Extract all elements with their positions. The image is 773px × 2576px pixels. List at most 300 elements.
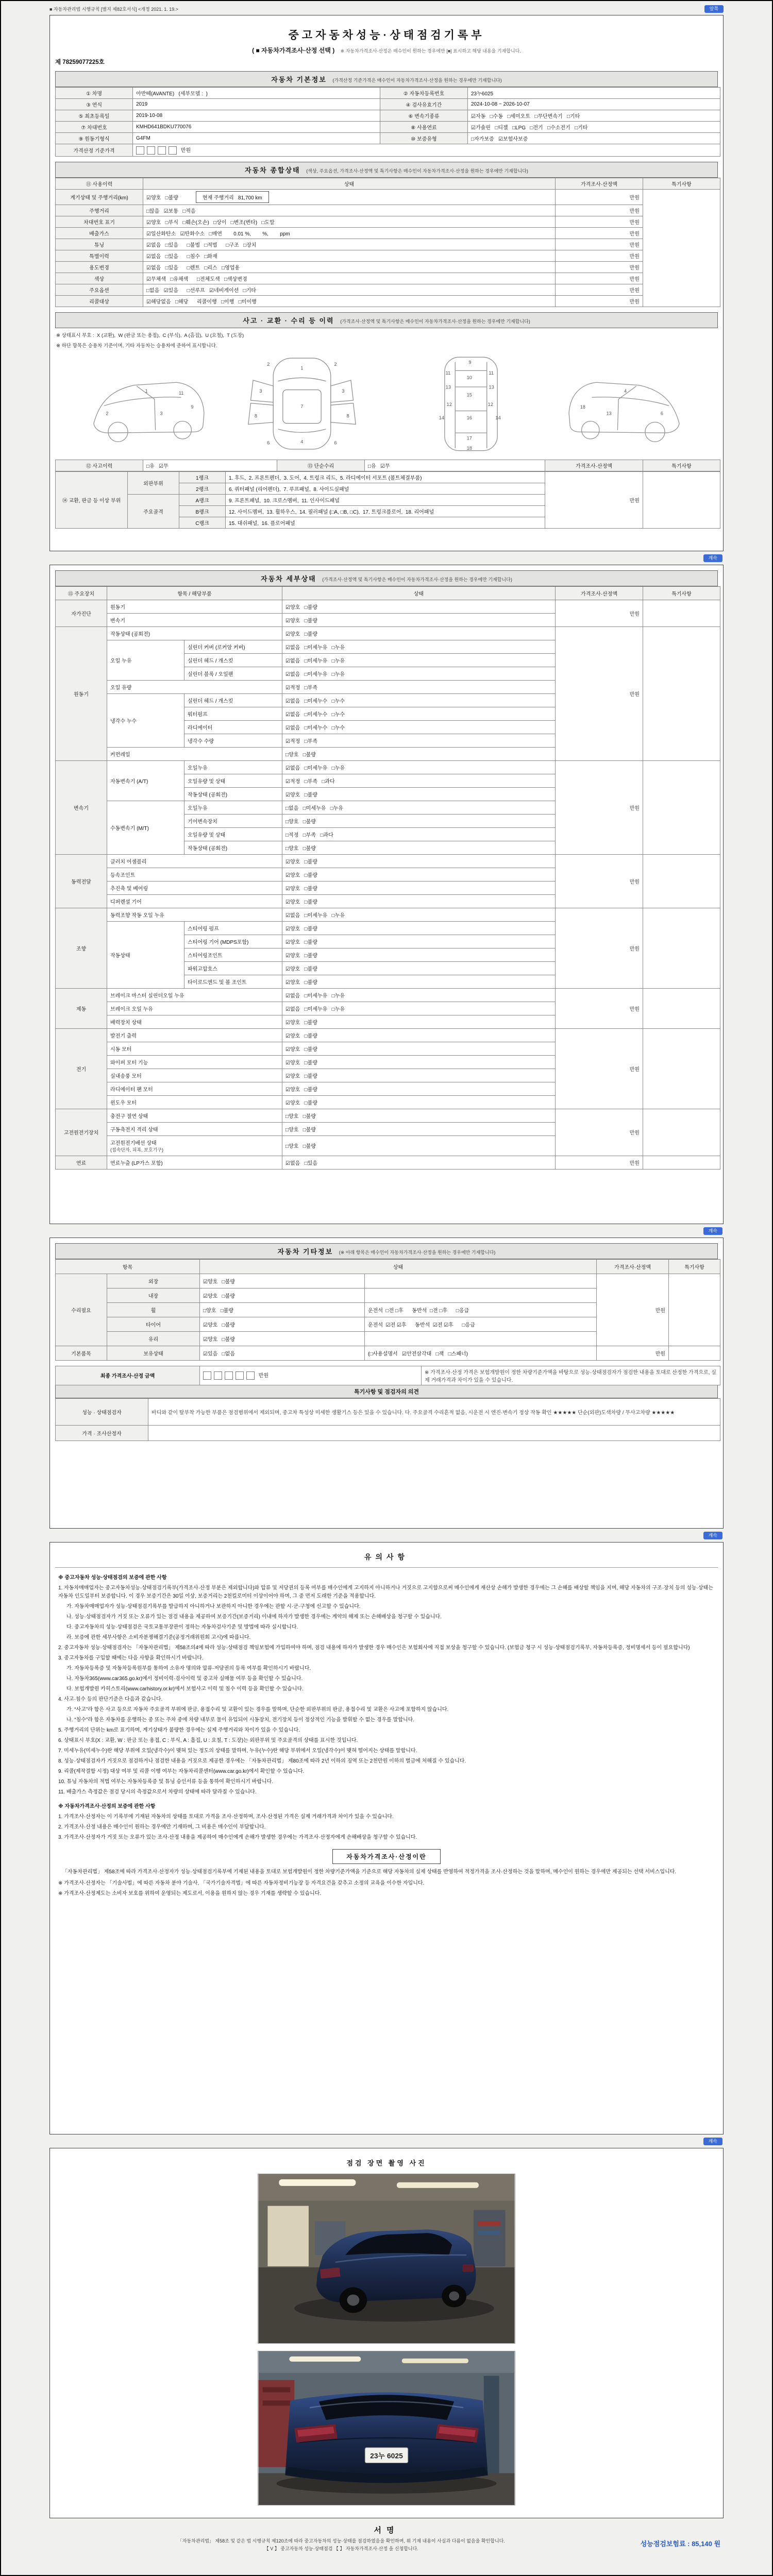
etc-state: ☑있음 □없음 bbox=[200, 1346, 365, 1360]
overall-note bbox=[643, 190, 720, 307]
price-unit: 만원 bbox=[180, 147, 191, 154]
detail-group: 고전원전기장치 bbox=[56, 1109, 107, 1156]
overall-label: 튜닝 bbox=[56, 239, 143, 250]
svg-text:12: 12 bbox=[488, 401, 493, 407]
section-signature bbox=[52, 2522, 721, 2555]
svg-text:2: 2 bbox=[106, 411, 109, 416]
detail-item-subline: (접속단자, 피복, 보호기구) bbox=[110, 1147, 163, 1153]
etc-state: ☑양호 □불량 bbox=[200, 1331, 365, 1346]
etc-item: 유리 bbox=[107, 1331, 200, 1346]
detail-state: ☑없음 □미세누유 □누유 bbox=[282, 640, 556, 653]
appraisal-definition-title: 자동차가격조사·산정이란 bbox=[332, 1849, 441, 1864]
digit-box bbox=[214, 1371, 222, 1380]
overall-label: 계기상태 및 주행거리(km) bbox=[56, 190, 143, 205]
basic-value: ☑가솔린 □디젤 □LPG □전기 □수소전기 □기타 bbox=[468, 121, 720, 132]
notice-line: 5. 주행거리의 단위는 km로 표기하며, 계기상태가 불량한 경우에는 실제 주행거리와 차이가 있을 수 있습니다. bbox=[58, 1727, 300, 1733]
photos-title: 점검 장면 촬영 사진 bbox=[346, 2159, 427, 2167]
appraisal-definition-box-wrap bbox=[55, 1849, 718, 1864]
rank-label: 1랭크 bbox=[179, 472, 226, 483]
rank-label: B랭크 bbox=[179, 506, 226, 517]
detail-state: ☑없음 □미세누유 □누유 bbox=[282, 653, 556, 667]
digit-box bbox=[158, 146, 166, 155]
basic-value: 2019 bbox=[133, 98, 380, 110]
overall-price: 만원 bbox=[556, 296, 643, 307]
overall-label: 용도변경 bbox=[56, 262, 143, 273]
detail-note bbox=[643, 1156, 720, 1169]
detail-subitem: 실린더 헤드 / 개스킷 bbox=[184, 693, 282, 707]
basic-label: ⑨ 원동기형식 bbox=[56, 132, 133, 144]
etc-band bbox=[55, 1243, 718, 1259]
rank-label: 2랭크 bbox=[179, 483, 226, 495]
notice-line: 라. 보증에 관한 세부사항은 소비자분쟁해결기준(공정거래위원회 고시)에 따릅니다. bbox=[66, 1634, 251, 1640]
rank-label: C랭크 bbox=[179, 517, 226, 529]
detail-subitem: 기어변속장치 bbox=[184, 814, 282, 827]
continue-badge[interactable]: 계속 bbox=[703, 2138, 722, 2145]
overall-price: 만원 bbox=[556, 284, 643, 296]
top-bar bbox=[49, 5, 724, 13]
basic-value: 아반떼(AVANTE) (세부모델 : ) bbox=[133, 87, 380, 98]
accident-caption: (가격조사·산정액 및 특기사항은 매수인이 자동차가격조사·산정을 원하는 경우에만 기재합니다) bbox=[340, 319, 530, 325]
detail-state: ☑적정 □부족 bbox=[282, 680, 556, 693]
detail-state: ☑적정 □부족 bbox=[282, 734, 556, 747]
detail-state: ☑양호 □불량 bbox=[282, 1028, 556, 1042]
overall-price: 만원 bbox=[556, 273, 643, 284]
rank-items: 9. 프론트패널, 10. 크로스멤버, 11. 인사이드패널 bbox=[226, 495, 545, 506]
detail-state: ☑양호 □불량 bbox=[282, 1095, 556, 1109]
page-corner-badge[interactable]: 앞쪽 bbox=[704, 5, 724, 13]
detail-item: 충전구 절연 상태 bbox=[107, 1109, 282, 1122]
notice-line: 나. “침수”라 함은 자동차를 운행하는 중 또는 주차 중에 차량 내부로 물이 유입되어 시동장치, 전기장치 등이 정상적인 기능을 발휘할 수 없는 경우를 말합니다. bbox=[66, 1717, 415, 1723]
notice-line: 가. 자동차매매업자가 성능·상태점검기록부를 발급하지 아니하거나 보관하지 아니한 경우에는 관할 시·군·구청에 신고할 수 있습니다. bbox=[66, 1603, 361, 1609]
etc-item: 보유상태 bbox=[107, 1346, 200, 1360]
svg-text:2: 2 bbox=[334, 361, 337, 367]
detail-state: ☑양호 □불량 bbox=[282, 854, 556, 868]
overall-label: 리콜대상 bbox=[56, 296, 143, 307]
detail-item: 와이퍼 모터 기능 bbox=[107, 1055, 282, 1069]
rank-items: 15. 대쉬패널, 16. 플로어패널 bbox=[226, 517, 545, 529]
detail-item: 클러치 어셈블리 bbox=[107, 854, 282, 868]
etc-state: ☑양호 □불량 bbox=[200, 1274, 365, 1288]
detail-state: ☑없음 □미세누수 □누수 bbox=[282, 720, 556, 734]
detail-item: 동력조향 작동 오일 누유 bbox=[107, 908, 282, 921]
accident-history-label: ⑫ 사고이력 bbox=[56, 460, 143, 471]
svg-text:3: 3 bbox=[342, 388, 345, 394]
detail-group: 제동 bbox=[56, 988, 107, 1028]
overall-head: 가격조사·산정액 bbox=[556, 178, 643, 190]
accident-title: 사고 · 교환 · 수리 등 이력 bbox=[243, 317, 334, 325]
final-price-unit: 만원 bbox=[258, 1373, 269, 1379]
overall-state: ☑양호 □부식 □훼손(오손) □상이 □변조(변타) □도말 bbox=[143, 216, 556, 228]
notice-line: 3. 중고자동차를 구입할 때에는 다음 사항을 확인하시기 바랍니다. bbox=[58, 1655, 204, 1661]
detail-state: ☑적정 □부족 □과다 bbox=[282, 774, 556, 787]
svg-text:16: 16 bbox=[466, 415, 472, 420]
detail-subitem: 냉각수 수량 bbox=[184, 734, 282, 747]
svg-text:13: 13 bbox=[606, 411, 612, 416]
detail-head: 가격조사·산정액 bbox=[556, 586, 643, 600]
digit-box bbox=[236, 1371, 244, 1380]
detail-item: 실내송풍 모터 bbox=[107, 1069, 282, 1082]
detail-group: 동력전달 bbox=[56, 854, 107, 908]
notice-line: ※ 가격조사·산정자는 「기술사법」에 따른 자동차 분야 기술사, 「국가기술자격법」에 따른 자동차정비기능장 등 자격요건을 갖추고 소정의 교육을 이수한 자입니다. bbox=[58, 1880, 425, 1886]
accident-history-table bbox=[55, 460, 720, 471]
signature-row bbox=[53, 2537, 720, 2553]
overall-label: 배출가스 bbox=[56, 228, 143, 239]
detail-price: 만원 bbox=[556, 626, 643, 760]
svg-text:6: 6 bbox=[267, 440, 270, 446]
basic-label: ⑩ 보증유형 bbox=[380, 132, 468, 144]
basic-label: ⑤ 최초등록일 bbox=[56, 110, 133, 121]
detail-note bbox=[643, 1109, 720, 1156]
detail-state: ☑없음 □미세누유 □누유 bbox=[282, 760, 556, 774]
detail-state: □양호 □불량 bbox=[282, 747, 556, 760]
overall-table bbox=[55, 178, 720, 307]
svg-text:1: 1 bbox=[300, 365, 304, 371]
final-price-value bbox=[200, 1366, 422, 1385]
price-select-note: ※ 자동차가격조사·산정은 매수인이 원하는 경우에만 [■] 표시하고 해당 내용을 기재합니다. bbox=[340, 48, 521, 54]
notice-line: 「자동차관리법」 제58조에 따라 가격조사·산정자가 성능·상태점검기록부에 기재된 내용을 토대로 보험개발원이 정한 차량기준가액을 기준으로 해당 자동차의 실제 상태를 반영하여 적정가격을 조사·산정하는 것을 말하며, 매수인이 원하는 경우에만 제공되는 선택 서비스입니다. bbox=[62, 1869, 677, 1875]
detail-subitem: 스티어링 펌프 bbox=[184, 921, 282, 935]
overall-label: 특별이력 bbox=[56, 250, 143, 262]
etc-caption: (※ 아래 항목은 매수인이 자동차가격조사·산정을 원하는 경우에만 기재합니다) bbox=[339, 1249, 496, 1255]
detail-group: 연료 bbox=[56, 1156, 107, 1169]
detail-group: 자가진단 bbox=[56, 600, 107, 626]
car-diagram-rear-iso bbox=[560, 353, 689, 454]
etc-position bbox=[365, 1274, 597, 1288]
price-select-line bbox=[55, 46, 718, 55]
overall-state: ☑일산화탄소 ☑탄화수소 □매연 0.01 %, %, ppm bbox=[143, 228, 556, 239]
etc-item: 외장 bbox=[107, 1274, 200, 1288]
detail-item: 윈도우 모터 bbox=[107, 1095, 282, 1109]
accident-band bbox=[55, 312, 718, 328]
detail-price: 만원 bbox=[556, 600, 643, 626]
detail-item: 브레이크 오일 누유 bbox=[107, 1002, 282, 1015]
detail-item: 등속조인트 bbox=[107, 868, 282, 881]
basic-info-title: 자동차 기본정보 bbox=[271, 75, 327, 83]
overall-title: 자동차 종합상태 bbox=[245, 166, 300, 175]
detail-group: 변속기 bbox=[56, 760, 107, 854]
notice-line: 가. 자동차등록증 및 자동차등록원부를 통하여 소유자 명의와 압류·저당권의 등록 여부를 확인하시기 바랍니다. bbox=[66, 1665, 311, 1671]
svg-text:13: 13 bbox=[489, 384, 494, 390]
svg-text:18: 18 bbox=[466, 445, 472, 451]
inspector-opinion-label: 성능 · 상태점검자 bbox=[56, 1398, 148, 1425]
overall-head: 특기사항 bbox=[643, 178, 720, 190]
detail-state: ☑없음 □미세누수 □누수 bbox=[282, 693, 556, 707]
section-photos bbox=[49, 2148, 724, 2518]
overall-band bbox=[55, 162, 718, 178]
opinion-band: 특기사항 및 점검자의 의견 bbox=[55, 1385, 718, 1398]
svg-text:6: 6 bbox=[334, 440, 337, 446]
notice-line: 6. 상태표시 부호(X : 교환, W : 판금 또는 용접, C : 부식, A : 흠집, U : 요철, T : 도장)는 외판부위 및 주요골격의 상태를 표시한 것입니다. bbox=[58, 1737, 358, 1743]
detail-note bbox=[643, 854, 720, 908]
overall-state: □없음 ☑있음 □선루프 ☑네비게이션 □기타 bbox=[143, 284, 556, 296]
accident-price-head: 가격조사·산정액 bbox=[545, 460, 643, 471]
basic-info-table bbox=[55, 87, 720, 157]
detail-item: 수동변속기 (M/T) bbox=[107, 801, 184, 854]
mileage-box: 현재 주행거리 81,700 km bbox=[196, 191, 269, 203]
digit-box bbox=[203, 1371, 211, 1380]
detail-state: ☑양호 □불량 bbox=[282, 881, 556, 894]
signature-statement-1: 「자동차관리법」 제58조 및 같은 법 시행규칙 제120조에 따라 중고자동차의 성능·상태를 점검하였음을 확인하며, 위 기재 내용이 사실과 다름이 없음을 확인합니다. bbox=[177, 2538, 505, 2544]
base-price-label: 가격산정 기준가격 bbox=[56, 144, 133, 156]
appraiser-opinion-label: 가격 · 조사산정자 bbox=[56, 1425, 148, 1440]
basic-label: ③ 연식 bbox=[56, 98, 133, 110]
detail-state: □양호 □불량 bbox=[282, 1109, 556, 1122]
detail-subitem: 실린더 블록 / 오일팬 bbox=[184, 667, 282, 680]
svg-text:3: 3 bbox=[259, 388, 262, 394]
simple-repair-state: □유 ☑무 bbox=[365, 460, 545, 471]
detail-item: 배력장치 상태 bbox=[107, 1015, 282, 1028]
etc-group: 기본품목 bbox=[56, 1346, 107, 1360]
signature-statement-2: 【 V 】 중고자동차 성능·상태점검 【 】 자동차가격조사·산정 을 신청합니다. bbox=[264, 2546, 418, 2552]
svg-text:14: 14 bbox=[439, 415, 445, 420]
svg-text:2: 2 bbox=[267, 361, 270, 367]
etc-position: (□사용설명서 ☑안전삼각대 □잭 □스패너) bbox=[365, 1346, 597, 1360]
digit-box bbox=[136, 146, 144, 155]
simple-repair-label: ⑬ 단순수리 bbox=[277, 460, 365, 471]
detail-item: 냉각수 누수 bbox=[107, 693, 184, 747]
detail-note bbox=[643, 908, 720, 988]
detail-price: 만원 bbox=[556, 1028, 643, 1109]
detail-note bbox=[643, 988, 720, 1028]
detail-item: 추진축 및 베어링 bbox=[107, 881, 282, 894]
notice-line: 2. 가격조사·산정 내용은 매수인이 원하는 경우에만 기재하며, 그 비용은 매수인이 부담합니다. bbox=[58, 1824, 266, 1830]
svg-text:8: 8 bbox=[346, 413, 349, 419]
etc-state: □양호 □불량 bbox=[200, 1302, 365, 1317]
detail-subitem: 오일누유 bbox=[184, 760, 282, 774]
detail-state: □양호 □불량 bbox=[282, 814, 556, 827]
basic-label: ② 자동차등록번호 bbox=[380, 87, 468, 98]
etc-title: 자동차 기타정보 bbox=[277, 1247, 333, 1256]
overall-state: □많음 ☑보통 □적음 bbox=[143, 205, 556, 216]
detail-state: ☑없음 □미세누유 □누유 bbox=[282, 988, 556, 1002]
status-code-legend: ※ 상태표시 부호 : X (교환), W (판금 또는 용접), C (부식), A (흠집), U (요철), T (도장) bbox=[56, 333, 244, 339]
detail-subitem: 오일누유 bbox=[184, 801, 282, 814]
etc-head: 특기사항 bbox=[669, 1259, 720, 1274]
overall-state: ☑무채색 □유채색 □전체도색 □색상변경 bbox=[143, 273, 556, 284]
detail-group: 원동기 bbox=[56, 626, 107, 760]
etc-item: 타이어 bbox=[107, 1317, 200, 1331]
detail-note bbox=[643, 1028, 720, 1109]
etc-position: 운전석 □전 □후 동반석 □전 □후 □응급 bbox=[365, 1302, 597, 1317]
detail-table bbox=[55, 586, 720, 1170]
notice-line: ※ 중고자동차 성능·상태점검의 보증에 관한 사항 bbox=[58, 1574, 167, 1581]
notice-line: ※ 자동차가격조사·산정의 보증에 관한 사항 bbox=[58, 1803, 156, 1809]
svg-text:17: 17 bbox=[466, 435, 472, 440]
overall-head: ⑪ 사용이력 bbox=[56, 178, 143, 190]
notice-line: 가. “사고”라 함은 사고 등으로 자동차 주요골격 부위에 판금, 용접수리 및 교환이 있는 경우를 말하며, 단순한 외판부위의 판금, 용접수리 및 교환은 사고에 포함하지 않습니다. bbox=[66, 1706, 449, 1713]
rank-items: 1. 후드, 2. 프론트펜더, 3. 도어, 4. 트렁크 리드, 5. 라디에이터 서포트 (볼트체결부품) bbox=[226, 472, 545, 483]
svg-text:11: 11 bbox=[445, 370, 451, 376]
panel-rank-table bbox=[55, 471, 720, 529]
detail-head: 항목 / 해당부품 bbox=[107, 586, 282, 600]
overall-head: 상태 bbox=[143, 178, 556, 190]
detail-state: ☑양호 □불량 bbox=[282, 894, 556, 908]
basic-value: G4FM bbox=[133, 132, 380, 144]
rank-items: 12. 사이드멤버, 13. 휠하우스, 14. 필러패널 (□A, □B, □C), 17. 트렁크플로어, 18. 리어패널 bbox=[226, 506, 545, 517]
form-reference-note: ■ 자동차관리법 시행규칙 [별지 제82호서식] <개정 2021. 1. 19.> bbox=[49, 6, 178, 12]
detail-state: □양호 □불량 bbox=[282, 841, 556, 854]
signature-statements bbox=[53, 2537, 630, 2553]
insurance-fee: 성능점검보험료 : 85,140 원 bbox=[640, 2539, 720, 2548]
detail-state: ☑없음 □미세누수 □누수 bbox=[282, 707, 556, 720]
etc-position: 운전석 ☑전 ☑후 동반석 ☑전 ☑후 □응급 bbox=[365, 1317, 597, 1331]
detail-state: □양호 □불량 bbox=[282, 1122, 556, 1136]
signature-title: 서명 bbox=[374, 2526, 399, 2535]
etc-head: 가격조사·산정액 bbox=[597, 1259, 669, 1274]
detail-item: 시동 모터 bbox=[107, 1042, 282, 1055]
detail-price: 만원 bbox=[556, 1156, 643, 1169]
detail-item: 라디에이터 팬 모터 bbox=[107, 1082, 282, 1095]
continue-badge[interactable]: 계속 bbox=[703, 1227, 722, 1235]
detail-state: ☑양호 □불량 bbox=[282, 626, 556, 640]
detail-note bbox=[643, 626, 720, 760]
accident-note bbox=[643, 472, 720, 529]
overall-price: 만원 bbox=[556, 250, 643, 262]
detail-band bbox=[55, 570, 718, 586]
overall-label: 차대번호 표기 bbox=[56, 216, 143, 228]
detail-item: 커먼레일 bbox=[107, 747, 282, 760]
opinion-table bbox=[55, 1398, 720, 1441]
detail-item: 변속기 bbox=[107, 613, 282, 626]
overall-price: 만원 bbox=[556, 228, 643, 239]
overall-state: ☑없음 □있음 □불법 □적법 □구조 □장치 bbox=[143, 239, 556, 250]
svg-text:14: 14 bbox=[495, 415, 501, 420]
overall-price: 만원 bbox=[556, 205, 643, 216]
base-price-value bbox=[133, 144, 720, 156]
svg-text:11: 11 bbox=[178, 390, 184, 396]
car-diagram-top-view bbox=[222, 352, 382, 455]
etc-note bbox=[669, 1274, 720, 1346]
continue-badge[interactable]: 계속 bbox=[703, 1532, 722, 1539]
detail-state: ☑없음 □미세누유 □누유 bbox=[282, 667, 556, 680]
etc-position bbox=[365, 1288, 597, 1302]
main-frame-label: 주요골격 bbox=[128, 495, 179, 529]
detail-subitem: 작동상태 (공회전) bbox=[184, 787, 282, 801]
car-diagram-underbody-view bbox=[391, 352, 551, 455]
detail-state: ☑양호 □불량 bbox=[282, 935, 556, 948]
detail-subitem: 라디에이터 bbox=[184, 720, 282, 734]
detail-state: ☑없음 □미세누유 □누유 bbox=[282, 908, 556, 921]
detail-state: ☑양호 □불량 bbox=[282, 787, 556, 801]
inspection-photo-rear-close bbox=[258, 2351, 515, 2505]
overall-state: ☑해당없음 □해당 리콜이행 □이행 □미이행 bbox=[143, 296, 556, 307]
notice-line: 1. 가격조사·산정자는 이 기록부에 기재된 자동차의 상태를 토대로 가격을 조사·산정하며, 조사·산정된 가격은 실제 거래가격과 차이가 있을 수 있습니다. bbox=[58, 1814, 394, 1820]
basic-label: ④ 검사유효기간 bbox=[380, 98, 468, 110]
section-marker-row bbox=[51, 1530, 722, 1539]
detail-item bbox=[107, 1136, 282, 1156]
notice-line: 7. 미세누유(미세누수)란 해당 부위에 오일(냉각수)이 맺혀 있는 정도의 상태를 말하며, 누유(누수)란 해당 부위에서 오일(냉각수)이 맺혀 떨어지는 상태를 말합니다. bbox=[58, 1748, 417, 1754]
detail-state: ☑양호 □불량 bbox=[282, 600, 556, 613]
detail-state: ☑양호 □불량 bbox=[282, 613, 556, 626]
overall-state bbox=[143, 190, 556, 205]
detail-state: ☑양호 □불량 bbox=[282, 961, 556, 975]
detail-state: ☑없음 □있음 bbox=[282, 1156, 556, 1169]
notice-line: 나. 성능·상태점검자가 거짓 또는 오류가 있는 점검 내용을 제공하여 보증기간(보증거리) 이내에 하자가 발생한 경우에는 계약의 해제 또는 손해배상을 청구할 수 있습니다. bbox=[66, 1614, 442, 1620]
basic-label: ⑦ 차대번호 bbox=[56, 121, 133, 132]
detail-subitem: 파워고압호스 bbox=[184, 961, 282, 975]
overall-price: 만원 bbox=[556, 239, 643, 250]
car-diagram-front-iso bbox=[84, 353, 213, 454]
final-price-table bbox=[55, 1366, 720, 1385]
detail-item: 작동상태 bbox=[107, 921, 184, 988]
detail-item: 작동상태 (공회전) bbox=[107, 626, 282, 640]
svg-text:9: 9 bbox=[468, 359, 472, 365]
detail-subitem: 워터펌프 bbox=[184, 707, 282, 720]
basic-value: 23누6025 bbox=[468, 87, 720, 98]
basic-value: 2024-10-08 ~ 2026-10-07 bbox=[468, 98, 720, 110]
etc-head: 항목 bbox=[56, 1259, 200, 1274]
detail-group: 전기 bbox=[56, 1028, 107, 1109]
appraiser-opinion-text bbox=[148, 1425, 720, 1440]
exchange-area-label: ⑭ 교환, 판금 등 이상 부위 bbox=[56, 472, 128, 529]
inspection-photo-rear-quarter bbox=[258, 2174, 515, 2344]
etc-head: 상태 bbox=[200, 1259, 597, 1274]
detail-item: 구동축전지 격리 상태 bbox=[107, 1122, 282, 1136]
etc-group: 수리필요 bbox=[56, 1274, 107, 1346]
basic-value: ☑자동 □수동 □세미오토 □무단변속기 □기타 bbox=[468, 110, 720, 121]
etc-price: 만원 bbox=[597, 1274, 669, 1346]
detail-price: 만원 bbox=[556, 988, 643, 1028]
doc-number: 제 78259077225호 bbox=[55, 59, 105, 65]
notice-line: 4. 사고·침수 등의 판단기준은 다음과 같습니다. bbox=[58, 1696, 163, 1702]
svg-text:8: 8 bbox=[254, 413, 258, 419]
overall-state: ☑없음 □있음 □침수 □화재 bbox=[143, 250, 556, 262]
basic-info-band bbox=[55, 71, 718, 87]
notice-line: 3. 가격조사·산정자가 거짓 또는 오류가 있는 조사·산정 내용을 제공하여 매수인에게 손해가 발생한 경우에는 가격조사·산정자에게 손해배상을 청구할 수 있습니다. bbox=[58, 1834, 417, 1840]
overall-label: 주행거리 bbox=[56, 205, 143, 216]
notice-title: 유의사항 bbox=[55, 1548, 718, 1568]
notice-line: 8. 성능·상태점검자가 거짓으로 점검하거나 점검한 내용을 거짓으로 제공한 경우에는 「자동차관리법」 제80조에 따라 2년 이하의 징역 또는 2천만원 이하의 벌금에 처해질 수 있습니다. bbox=[58, 1758, 466, 1764]
detail-price: 만원 bbox=[556, 854, 643, 908]
detail-state: ☑없음 □미세누유 □누유 bbox=[282, 1002, 556, 1015]
svg-text:4: 4 bbox=[300, 439, 304, 445]
detail-price: 만원 bbox=[556, 1109, 643, 1156]
overall-price: 만원 bbox=[556, 190, 643, 205]
svg-text:3: 3 bbox=[160, 411, 163, 416]
continue-badge[interactable]: 계속 bbox=[703, 554, 722, 562]
detail-caption: (가격조사·산정액 및 특기사항은 매수인이 자동차가격조사·산정을 원하는 경우에만 기재합니다) bbox=[322, 577, 512, 582]
svg-text:9: 9 bbox=[191, 404, 194, 410]
svg-text:6: 6 bbox=[660, 411, 663, 416]
overall-label: 주요옵션 bbox=[56, 284, 143, 296]
etc-item: 휠 bbox=[107, 1302, 200, 1317]
detail-state: ☑양호 □불량 bbox=[282, 948, 556, 961]
overall-state: ☑없음 □있음 □렌트 □리스 □영업용 bbox=[143, 262, 556, 273]
digit-box bbox=[246, 1371, 255, 1380]
detail-subitem: 오일유량 및 상태 bbox=[184, 774, 282, 787]
section-marker-row bbox=[51, 1226, 722, 1235]
detail-subitem: 작동상태 (공회전) bbox=[184, 841, 282, 854]
basic-value: 2019-10-08 bbox=[133, 110, 380, 121]
rank-label: A랭크 bbox=[179, 495, 226, 506]
detail-price: 만원 bbox=[556, 760, 643, 854]
detail-subitem: 실린더 헤드 / 개스킷 bbox=[184, 653, 282, 667]
detail-state: ☑양호 □불량 bbox=[282, 1015, 556, 1028]
svg-text:13: 13 bbox=[445, 384, 451, 390]
basic-info-caption: (가격산정 기준가격은 매수인이 자동차가격조사·산정을 원하는 경우에만 기재합니다) bbox=[332, 77, 502, 83]
detail-state: ☑양호 □불량 bbox=[282, 868, 556, 881]
section-marker-row bbox=[51, 553, 722, 562]
section-front-page bbox=[49, 15, 724, 551]
svg-text:10: 10 bbox=[466, 375, 472, 380]
notice-line: 다. 보험개발원 카히스토리(www.carhistory.or.kr)에서 보험사고 이력 및 침수 이력 등을 확인할 수 있습니다. bbox=[66, 1686, 304, 1692]
basic-label: ① 차명 bbox=[56, 87, 133, 98]
price-select-option[interactable]: ( ■ 자동차가격조사·산정 선택 ) bbox=[252, 46, 335, 54]
detail-state: □양호 □불량 bbox=[282, 1136, 556, 1156]
detail-title: 자동차 세부상태 bbox=[261, 574, 316, 583]
svg-text:18: 18 bbox=[580, 404, 585, 410]
notice-line: ※ 가격조사·산정제도는 소비자 보호를 위하여 운영되는 제도로서, 이용을 원하지 않는 경우 기재를 생략할 수 있습니다. bbox=[58, 1890, 322, 1896]
